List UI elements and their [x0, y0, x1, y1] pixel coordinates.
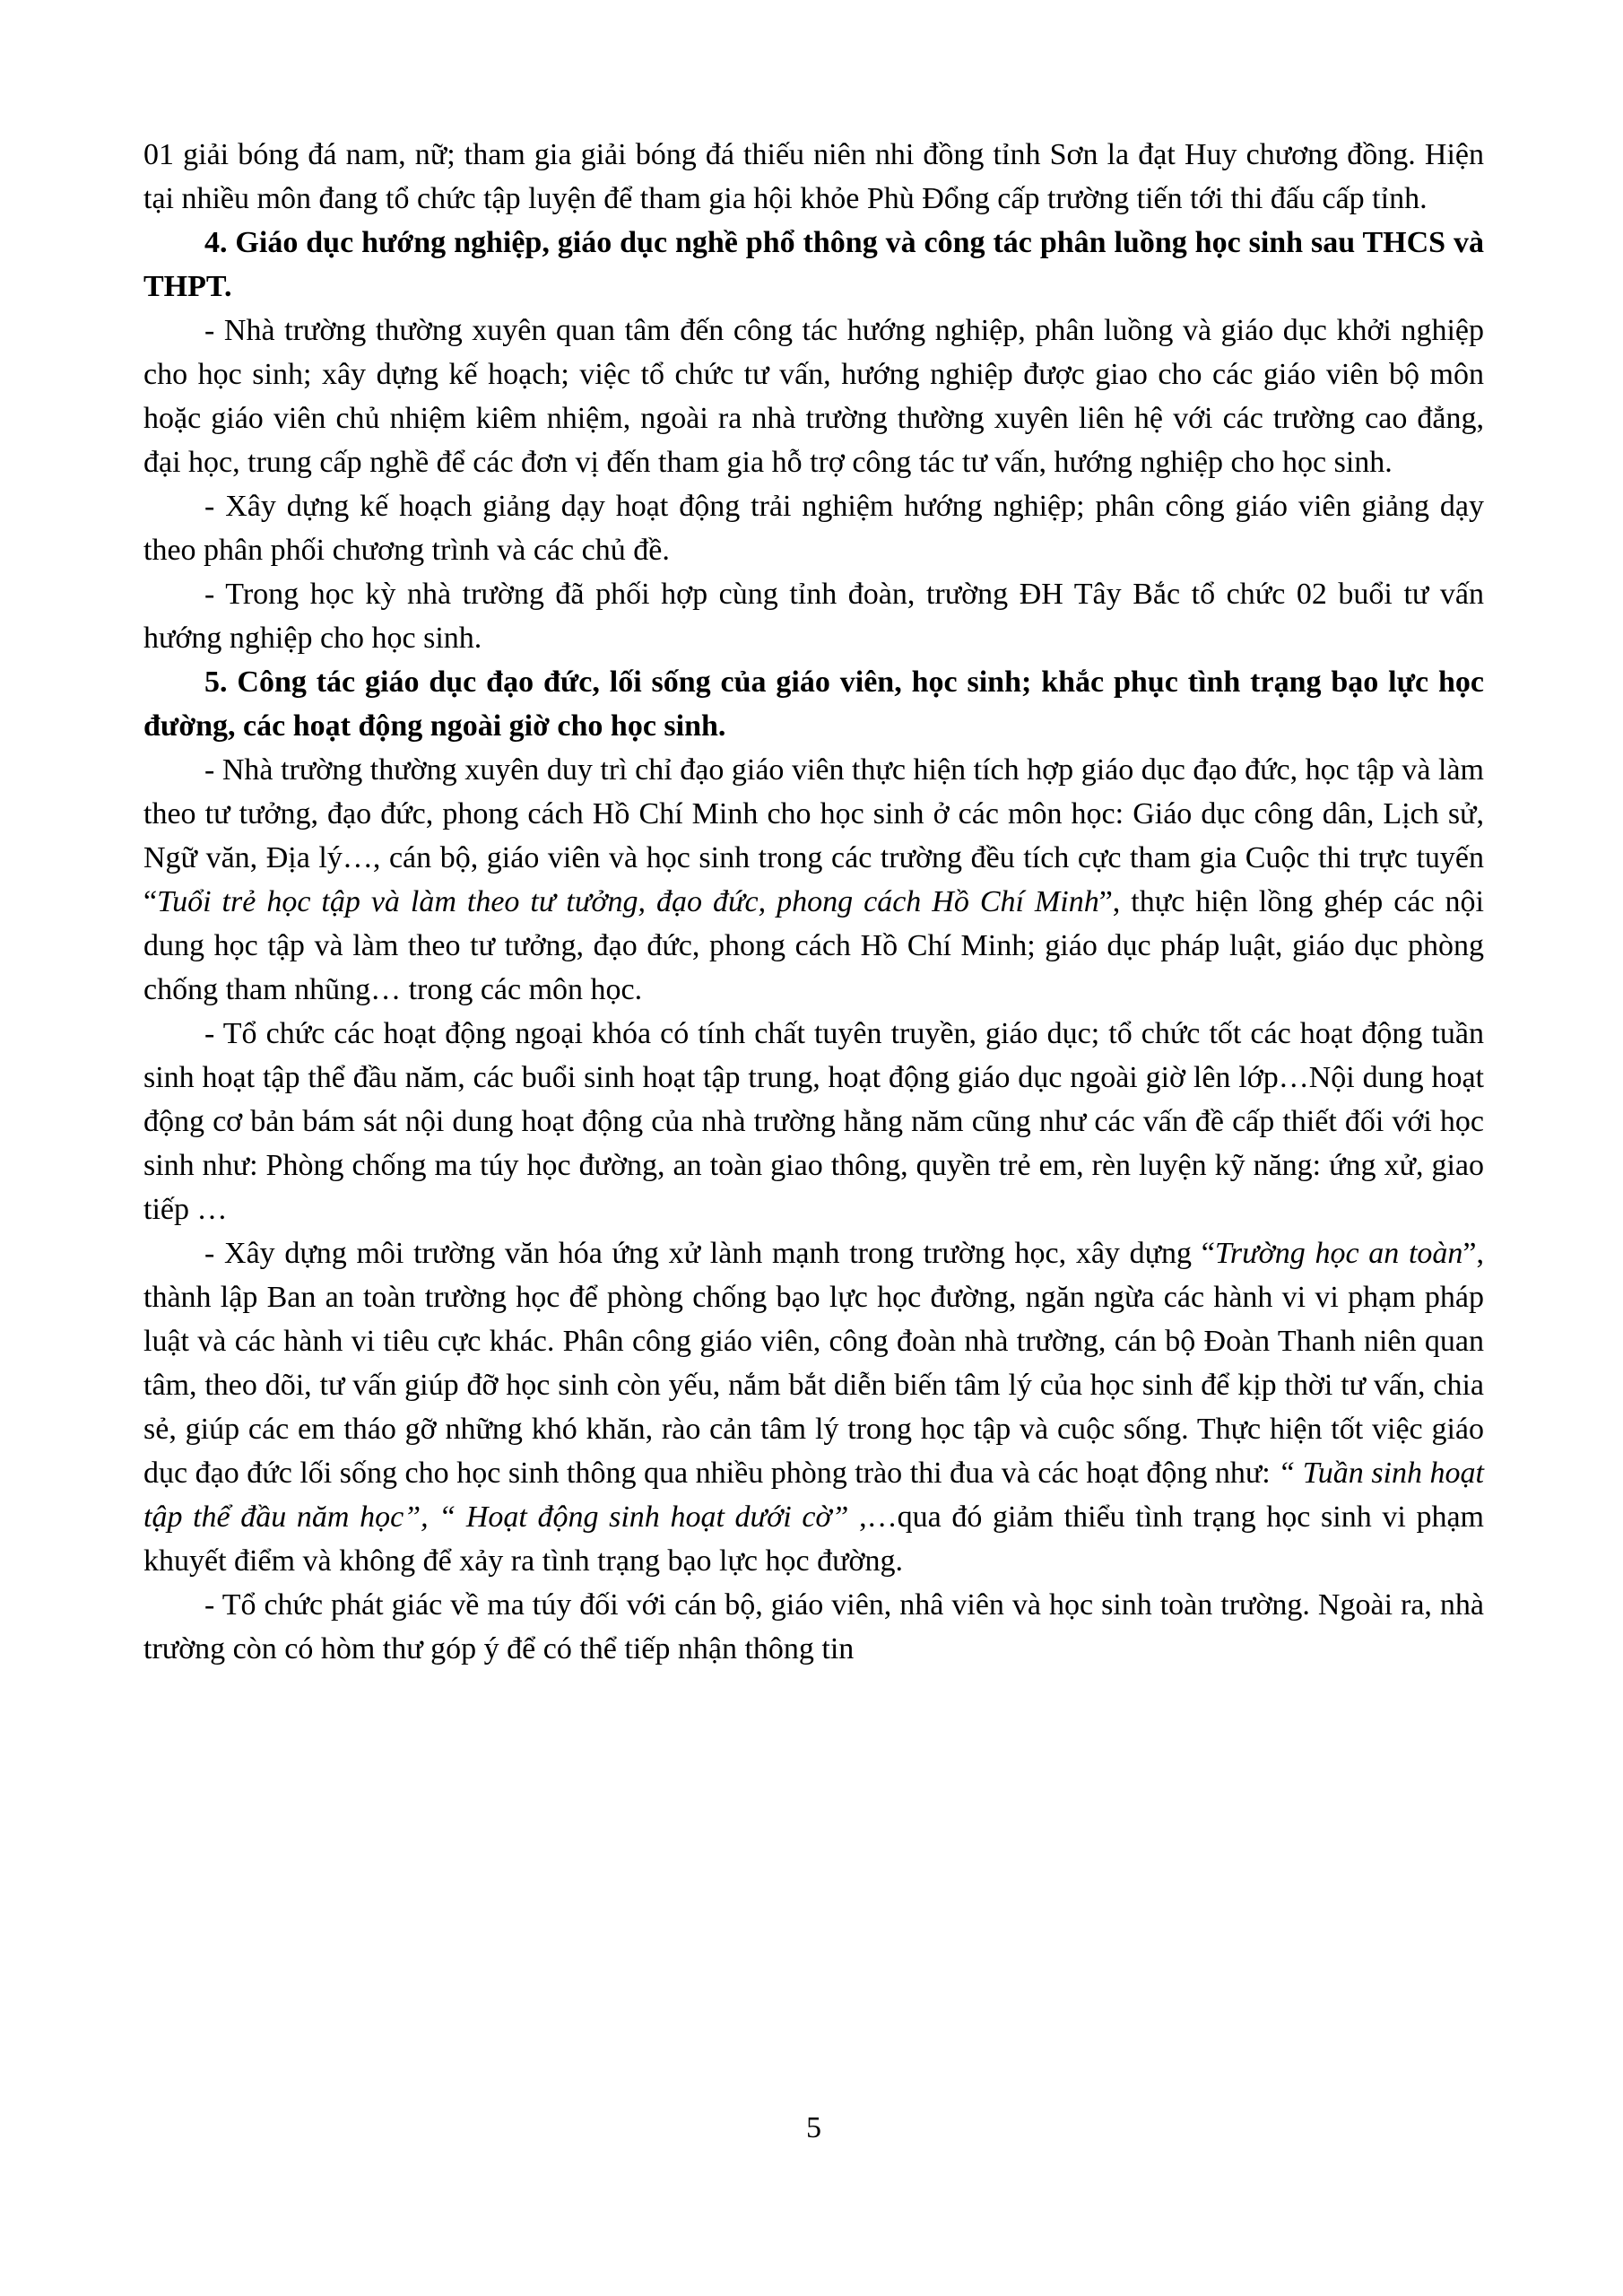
text-run: - Nhà trường thường xuyên duy trì chỉ đạo giáo viên thực hiện tích hợp giáo dục đạo đức, học tập và làm theo tư tưởng, đạo đức, phong cách Hồ Chí Minh cho học sinh ở các môn học: Giáo dục công dân, Lịch sử, Ngữ văn, Địa lý…, cán bộ, giáo viên và học sinh trong các trường đều tích cực tham gia Cuộc thi trực tuyến “ [143, 753, 1484, 918]
paragraph [143, 133, 1484, 221]
document-body [143, 133, 1484, 1671]
text-run: - Trong học kỳ nhà trường đã phối hợp cùng tỉnh đoàn, trường ĐH Tây Bắc tổ chức 02 buổi tư vấn hướng nghiệp cho học sinh. [143, 578, 1484, 655]
paragraph [143, 309, 1484, 484]
text-run: - Nhà trường thường xuyên quan tâm đến công tác hướng nghiệp, phân luồng và giáo dục khởi nghiệp cho học sinh; xây dựng kế hoạch; việc tổ chức tư vấn, hướng nghiệp được giao cho các giáo viên bộ môn hoặc giáo viên chủ nhiệm kiêm nhiệm, ngoài ra nhà trường thường xuyên liên hệ với các trường cao đẳng, đại học, trung cấp nghề để các đơn vị đến tham gia hỗ trợ công tác tư vấn, hướng nghiệp cho học sinh. [143, 314, 1484, 479]
text-run: 5. Công tác giáo dục đạo đức, lối sống của giáo viên, học sinh; khắc phục tình trạng bạo lực học đường, các hoạt động ngoài giờ cho học sinh. [143, 665, 1484, 743]
text-run: - Xây dựng kế hoạch giảng dạy hoạt động trải nghiệm hướng nghiệp; phân công giáo viên giảng dạy theo phân phối chương trình và các chủ đề. [143, 490, 1484, 567]
paragraph [143, 484, 1484, 572]
section-heading [143, 660, 1484, 748]
text-run: 01 giải bóng đá nam, nữ; tham gia giải bóng đá thiếu niên nhi đồng tỉnh Sơn la đạt Huy chương đồng. Hiện tại nhiều môn đang tổ chức tập luyện để tham gia hội khỏe Phù Đổng cấp trường tiến tới thi đấu cấp tỉnh. [143, 138, 1484, 215]
paragraph [143, 572, 1484, 660]
text-run: 4. Giáo dục hướng nghiệp, giáo dục nghề phổ thông và công tác phân luồng học sinh sau THCS và THPT. [143, 226, 1484, 303]
text-run: Tuổi trẻ học tập và làm theo tư tưởng, đạo đức, phong cách Hồ Chí Minh [157, 885, 1099, 918]
text-run: Trường học an toàn [1214, 1237, 1463, 1270]
text-run: - Tổ chức phát giác về ma túy đối với cán bộ, giáo viên, nhâ viên và học sinh toàn trường. Ngoài ra, nhà trường còn có hòm thư góp ý để có thể tiếp nhận thông tin [143, 1588, 1484, 1665]
text-run: - Xây dựng môi trường văn hóa ứng xử lành mạnh trong trường học, xây dựng “ [204, 1237, 1215, 1270]
paragraph [143, 1583, 1484, 1671]
section-heading [143, 221, 1484, 309]
text-run: ”, thành lập Ban an toàn trường học để phòng chống bạo lực học đường, ngăn ngừa các hành vi vi phạm pháp luật và các hành vi tiêu cực khác. Phân công giáo viên, công đoàn nhà trường, cán bộ Đoàn Thanh niên quan tâm, theo dõi, tư vấn giúp đỡ học sinh còn yếu, nắm bắt diễn biến tâm lý của học sinh để kịp thời tư vấn, chia sẻ, giúp các em tháo gỡ những khó khăn, rào cản tâm lý trong học tập và cuộc sống. Thực hiện tốt việc giáo dục đạo đức lối sống cho học sinh thông qua nhiều phòng trào thi đua và các hoạt động như: [143, 1237, 1484, 1490]
text-run: ,…qua đó giảm thiểu tình trạng học sinh vi phạm khuyết điểm và không để xảy ra tình trạng bạo lực học đường. [143, 1500, 1484, 1578]
text-run: - Tổ chức các hoạt động ngoại khóa có tính chất tuyên truyền, giáo dục; tổ chức tốt các hoạt động tuần sinh hoạt tập thể đầu năm, các buổi sinh hoạt tập trung, hoạt động giáo dục ngoài giờ lên lớp…Nội dung hoạt động cơ bản bám sát nội dung hoạt động của nhà trường hằng năm cũng như các vấn đề cấp thiết đối với học sinh như: Phòng chống ma túy học đường, an toàn giao thông, quyền trẻ em, rèn luyện kỹ năng: ứng xử, giao tiếp … [143, 1017, 1484, 1226]
paragraph [143, 1231, 1484, 1583]
paragraph [143, 748, 1484, 1012]
paragraph [143, 1012, 1484, 1231]
page-number: 5 [806, 2111, 821, 2144]
text-run: ”, thực hiện lồng ghép các nội dung học tập và làm theo tư tưởng, đạo đức, phong cách Hồ Chí Minh; giáo dục pháp luật, giáo dục phòng chống tham nhũng… trong các môn học. [143, 885, 1484, 1006]
text-run: “ Tuần sinh hoạt tập thể đầu năm học”, “ Hoạt động sinh hoạt dưới cờ” [143, 1457, 1485, 1534]
